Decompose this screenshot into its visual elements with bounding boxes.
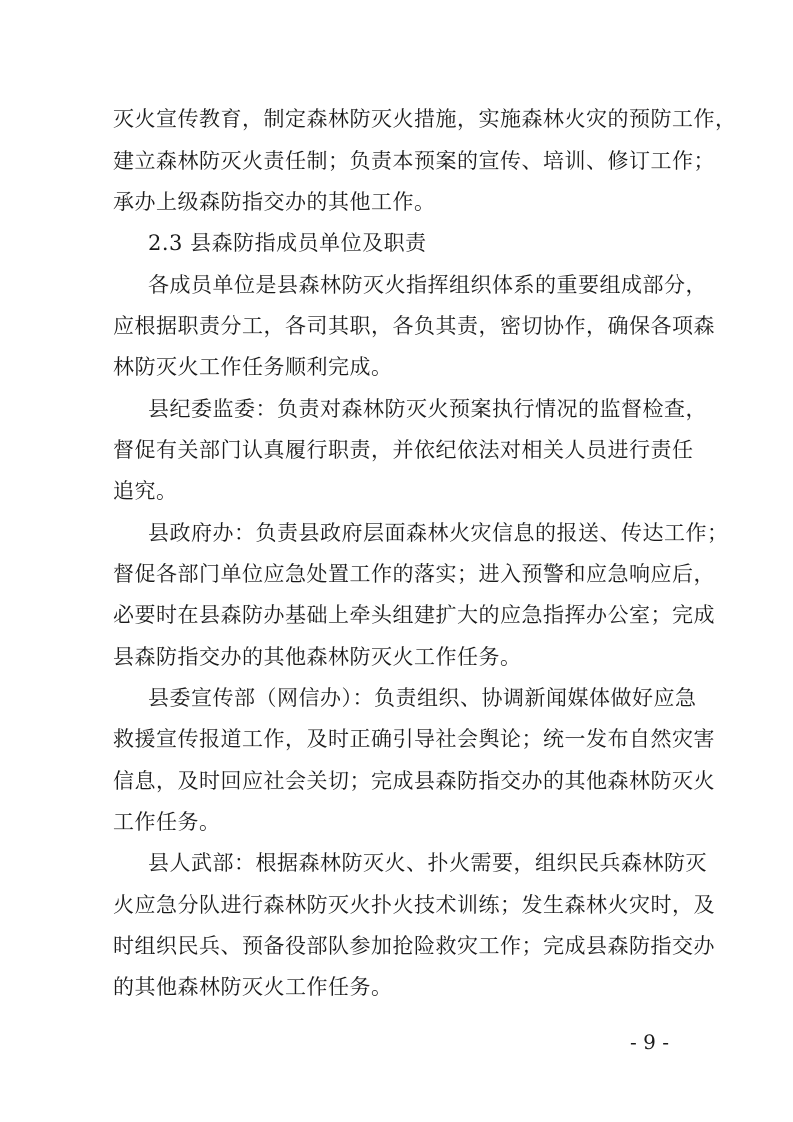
paragraph-line: 县委宣传部（网信办）：负责组织、协调新闻媒体做好应急 (148, 686, 697, 710)
paragraph-line: 时组织民兵、预备役部队参加抢险救灾工作；完成县森防指交办 (113, 934, 715, 958)
paragraph-line: 林防灭火工作任务顺利完成。 (113, 355, 393, 379)
paragraph-line: 县人武部：根据森林防灭火、扑火需要，组织民兵森林防灭 (148, 851, 707, 875)
paragraph-line: 的其他森林防灭火工作任务。 (113, 975, 393, 999)
paragraph-line: 建立森林防灭火责任制；负责本预案的宣传、培训、修订工作； (113, 149, 715, 173)
paragraph-line: 督促各部门单位应急处置工作的落实；进入预警和应急响应后， (113, 562, 715, 586)
paragraph-line: 应根据职责分工，各司其职，各负其责，密切协作，确保各项森 (113, 314, 715, 338)
paragraph-line: 信息，及时回应社会关切；完成县森防指交办的其他森林防灭火 (113, 769, 715, 793)
paragraph-line: 各成员单位是县森林防灭火指挥组织体系的重要组成部分， (148, 273, 707, 297)
paragraph-line: 必要时在县森防办基础上牵头组建扩大的应急指挥办公室；完成 (113, 603, 715, 627)
paragraph-line: 督促有关部门认真履行职责，并依纪依法对相关人员进行责任 (113, 438, 694, 462)
paragraph-line: 火应急分队进行森林防灭火扑火技术训练；发生森林火灾时，及 (113, 893, 715, 917)
paragraph-line: 县纪委监委：负责对森林防灭火预案执行情况的监督检查， (148, 397, 707, 421)
page-number: - 9 - (630, 1030, 669, 1054)
paragraph-line: 承办上级森防指交办的其他工作。 (113, 190, 436, 214)
paragraph-line: 追究。 (113, 479, 178, 503)
paragraph-line: 县森防指交办的其他森林防灭火工作任务。 (113, 645, 522, 669)
paragraph-line: 工作任务。 (113, 810, 221, 834)
paragraph-line: 县政府办：负责县政府层面森林火灾信息的报送、传达工作； (148, 521, 729, 545)
paragraph-line: 救援宣传报道工作，及时正确引导社会舆论；统一发布自然灾害 (113, 727, 715, 751)
paragraph-line: 灭火宣传教育，制定森林防灭火措施，实施森林火灾的预防工作， (113, 107, 737, 131)
section-heading: 2.3 县森防指成员单位及职责 (148, 231, 427, 255)
